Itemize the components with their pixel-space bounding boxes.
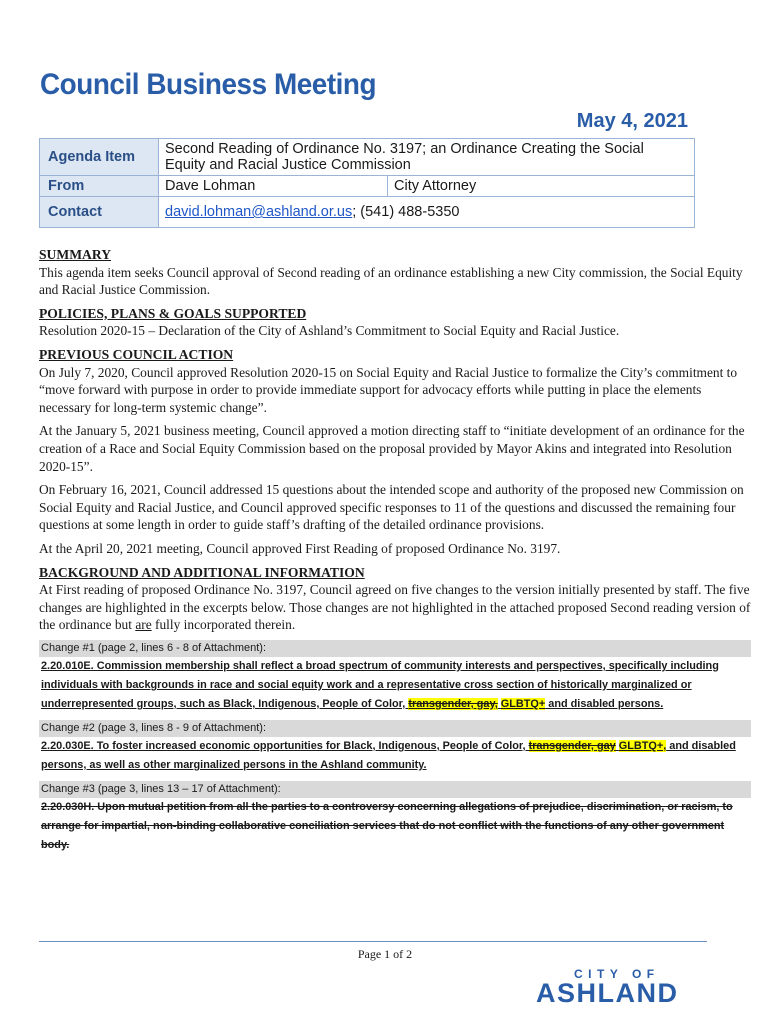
agenda-item-label: Agenda Item bbox=[40, 139, 159, 176]
change-2-struck: transgender, gay bbox=[528, 739, 616, 752]
background-p1-a: At First reading of proposed Ordinance No. 3197, Council agreed on five changes to the version initially presented by staff. The five changes are highlighted in the excerpts below. Those changes are not highlighted in the attached proposed Second reading version of the ordinance but bbox=[39, 582, 751, 633]
contact-value bbox=[159, 197, 695, 228]
change-3-text: 2.20.030H. Upon mutual petition from all the parties to a controversy concerning allegations of prejudice, discrimination, or racism, to arrange for impartial, non-binding collaborative conciliation services that do not conflict with the functions of any other government body. bbox=[41, 800, 733, 851]
change-2-label: Change #2 (page 3, lines 8 - 9 of Attachment): bbox=[39, 720, 751, 737]
city-logo-small-text: CITY OF bbox=[574, 967, 660, 981]
city-logo: ASHLAND bbox=[536, 978, 679, 1008]
change-3-label: Change #3 (page 3, lines 13 – 17 of Attachment): bbox=[39, 781, 751, 798]
summary-heading: SUMMARY bbox=[39, 247, 112, 262]
page-number: Page 1 of 2 bbox=[357, 947, 413, 961]
policies-heading: POLICIES, PLANS & GOALS SUPPORTED bbox=[39, 305, 307, 321]
change-1-label: Change #1 (page 2, lines 6 - 8 of Attachment): bbox=[39, 640, 751, 657]
change-1-text-a: 2.20.010E. Commission membership shall reflect a broad spectrum of community interests and perspectives, specifically including individuals with backgrounds in race and social equity work and a representative cross section of historically marginalized or underrepresented groups, such as Black, Indigenous, People of Color, bbox=[41, 659, 719, 710]
summary-text: This agenda item seeks Council approval of Second reading of an ordinance establishing a new City commission, the Social Equity and Racial Justice Commission. bbox=[39, 264, 743, 298]
from-row bbox=[40, 176, 695, 197]
change-2-highlight: GLBTQ+, bbox=[618, 739, 667, 752]
agenda-row bbox=[40, 139, 695, 176]
change-2-text-b: and disabled persons, as well as other marginalized persons in the Ashland community. bbox=[41, 739, 736, 771]
document-body bbox=[39, 246, 751, 855]
from-title: City Attorney bbox=[388, 176, 695, 197]
policies-text: Resolution 2020-15 – Declaration of the City of Ashland’s Commitment to Social Equity and Racial Justice. bbox=[39, 323, 620, 339]
previous-action-p2: At the January 5, 2021 business meeting, Council approved a motion directing staff to “initiate development of an ordinance for the creation of a Race and Social Equity Commission based on the proposal provided by Mayor Akins and integrated into Resolution 2020-15”. bbox=[39, 423, 745, 474]
background-heading: BACKGROUND AND ADDITIONAL INFORMATION bbox=[39, 564, 365, 580]
from-name: Dave Lohman bbox=[159, 176, 388, 197]
background-p1 bbox=[39, 581, 751, 634]
change-1-text bbox=[39, 657, 751, 714]
from-label: From bbox=[40, 176, 159, 197]
footer-divider bbox=[39, 941, 707, 942]
change-2-text bbox=[39, 737, 751, 775]
contact-row bbox=[40, 197, 695, 228]
previous-action-p3: On February 16, 2021, Council addressed 15 questions about the intended scope and authority of the proposed new Commission on Social Equity and Racial Justice, and Council approved specific responses to 11 of the questions and discussed the remaining four questions at some length in order to guide staff’s drafting of the detailed ordinance provisions. bbox=[39, 482, 744, 533]
background-p1-are: are bbox=[135, 617, 152, 633]
change-1-struck: transgender, gay, bbox=[408, 697, 498, 710]
agenda-item-value: Second Reading of Ordinance No. 3197; an Ordinance Creating the Social Equity and Racial Justice Commission bbox=[159, 139, 695, 176]
previous-action-heading: PREVIOUS COUNCIL ACTION bbox=[39, 346, 234, 362]
meeting-date: May 4, 2021 bbox=[576, 110, 688, 132]
agenda-info-table bbox=[39, 138, 695, 228]
change-2-text-a: 2.20.030E. To foster increased economic opportunities for Black, Indigenous, People of Color, bbox=[41, 739, 529, 752]
page-title: Council Business Meeting bbox=[40, 68, 377, 101]
change-1-text-b: and disabled persons. bbox=[545, 697, 664, 710]
contact-email-link[interactable]: david.lohman@ashland.or.us bbox=[165, 204, 353, 220]
contact-phone: ; (541) 488-5350 bbox=[352, 204, 460, 220]
previous-action-p1: On July 7, 2020, Council approved Resolution 2020-15 on Social Equity and Racial Justice to formalize the City’s commitment to “move forward with purpose in order to provide immediate support for advocacy efforts while putting in place the elements necessary for long-term systemic change”. bbox=[39, 364, 738, 415]
change-1-highlight: GLBTQ+ bbox=[500, 697, 546, 710]
previous-action-p4: At the April 20, 2021 meeting, Council approved First Reading of proposed Ordinance No. 3197. bbox=[39, 540, 561, 556]
contact-label: Contact bbox=[40, 197, 159, 228]
background-p1-b: fully incorporated therein. bbox=[151, 617, 296, 633]
